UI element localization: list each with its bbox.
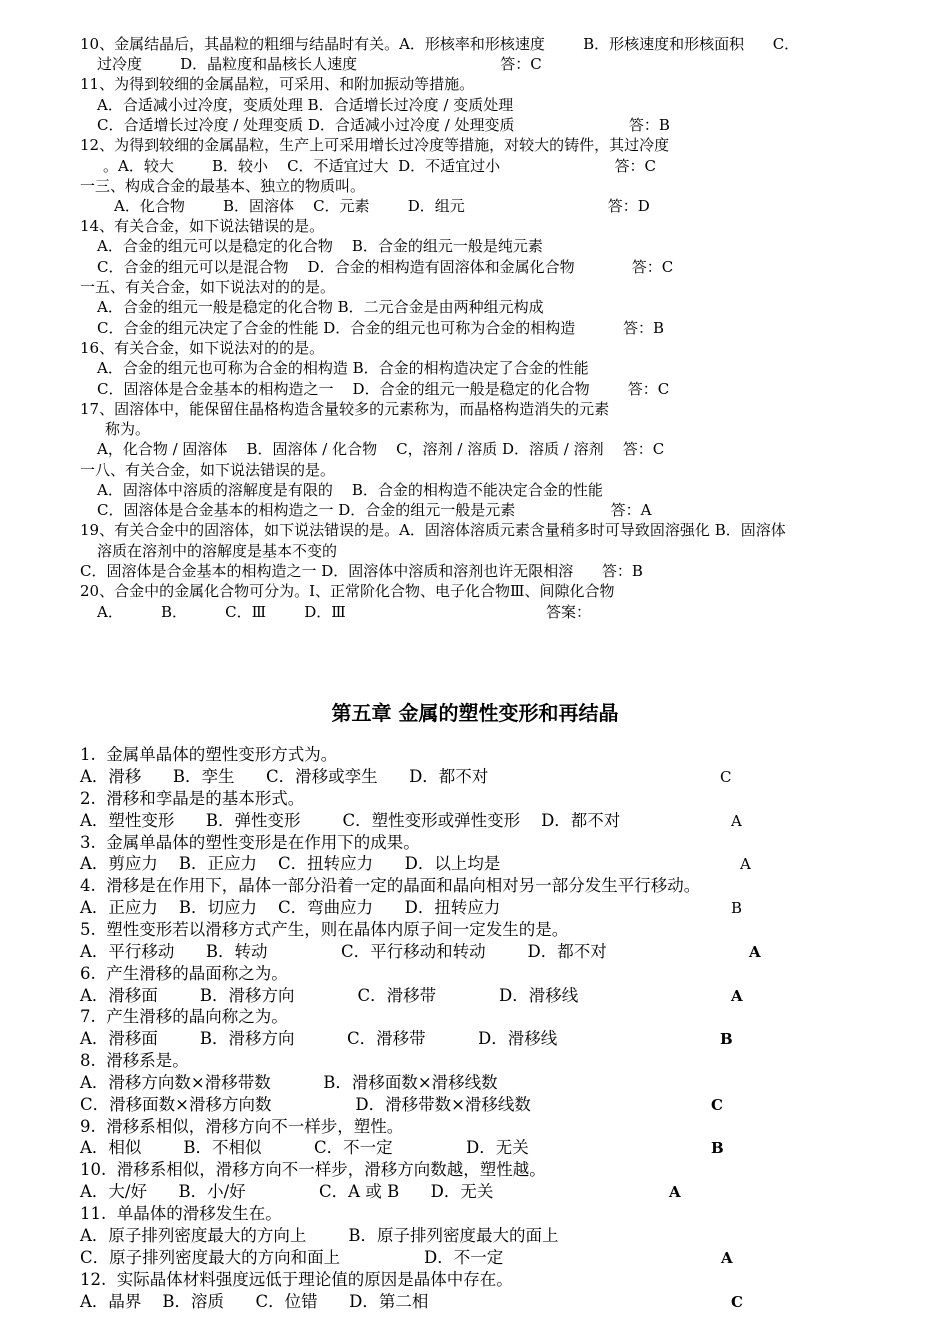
question-line: 3. 金属单晶体的塑性变形是在作用下的成果。	[80, 833, 420, 852]
text-line: A，化合物 / 固溶体 B．固溶体 / 化合物 C，溶剂 / 溶质 D．溶质 / 溶剂 答：C	[97, 440, 665, 458]
answer-mark: C	[711, 1096, 723, 1114]
text-line: A．固溶体中溶质的溶解度是有限的 B．合金的相构造不能决定合金的性能	[97, 481, 603, 499]
question-line: 12. 实际晶体材料强度远低于理论值的原因是晶体中存在。	[80, 1270, 513, 1289]
question-line: 9. 滑移系相似，滑移方向不一样步，塑性。	[80, 1117, 404, 1136]
text-line: A．合金的组元可以是稳定的化合物 B．合金的组元一般是纯元素	[97, 237, 543, 255]
answer-mark: B	[731, 899, 743, 917]
question-line: 6. 产生滑移的晶面称之为。	[80, 964, 288, 983]
options-line: A．平行移动 B．转动 C．平行移动和转动 D．都不对	[80, 942, 607, 961]
text-line: A．化合物 B．固溶体 C．元素 D．组元 答：D	[114, 197, 650, 215]
text-line: 14、有关合金，如下说法错误的是。	[80, 217, 325, 235]
options-line: A．相似 B．不相似 C．不一定 D．无关	[80, 1138, 529, 1157]
answer-mark: B	[720, 1030, 733, 1048]
answer-mark: A	[749, 943, 761, 961]
text-line: 10、金属结晶后，其晶粒的粗细与结晶时有关。A．形核率和形核速度 B．形核速度和形核面积 C．	[80, 35, 800, 53]
answer-mark: A	[740, 855, 751, 873]
answer-mark: C	[731, 1293, 743, 1311]
question-line: 2. 滑移和孪晶是的基本形式。	[80, 789, 305, 808]
options-line: A．原子排列密度最大的方向上 B．原子排列密度最大的面上	[80, 1226, 559, 1245]
question-line: 5. 塑性变形若以滑移方式产生，则在晶体内原子间一定发生的是。	[80, 920, 569, 939]
question-line: 4. 滑移是在作用下，晶体一部分沿着一定的晶面和晶向相对另一部分发生平行移动。	[80, 876, 701, 895]
options-line: C．滑移面数×滑移方向数 D．滑移带数×滑移线数	[80, 1095, 531, 1114]
options-line: A．剪应力 B．正应力 C．扭转应力 D．以上均是	[80, 854, 501, 873]
chapter-title: 第五章 金属的塑性变形和再结晶	[331, 701, 619, 725]
text-line: 一三、构成合金的最基本、独立的物质叫。	[80, 177, 366, 195]
answer-mark: A	[669, 1183, 681, 1201]
answer-mark: C	[720, 768, 732, 786]
options-line: A．滑移方向数×滑移带数 B．滑移面数×滑移线数	[80, 1073, 498, 1092]
text-line: 12、为得到较细的金属晶粒，生产上可采用增长过冷度等措施，对较大的铸件，其过冷度	[80, 136, 670, 154]
text-line: 一五、有关合金，如下说法对的的是。	[80, 278, 336, 296]
question-line: 10. 滑移系相似，滑移方向不一样步，滑移方向数越，塑性越。	[80, 1160, 546, 1179]
text-line: 溶质在溶剂中的溶解度是基本不变的	[97, 542, 338, 560]
text-line: C．固溶体是合金基本的相构造之一 D．固溶体中溶质和溶剂也许无限相溶 答：B	[80, 562, 643, 580]
options-line: C．原子排列密度最大的方向和面上 D．不一定	[80, 1248, 504, 1267]
question-line: 7. 产生滑移的晶向称之为。	[80, 1007, 288, 1026]
text-line: A． B． C．Ⅲ D．Ⅲ 答案：	[97, 603, 591, 621]
answer-mark: A	[721, 1249, 733, 1267]
text-line: A．合金的组元也可称为合金的相构造 B．合金的相构造决定了合金的性能	[97, 359, 589, 377]
text-line: C．固溶体是合金基本的相构造之一 D．合金的组元一般是稳定的化合物 答：C	[97, 380, 670, 398]
options-line: A．滑移面 B．滑移方向 C．滑移带 D．滑移线	[80, 986, 579, 1005]
options-line: A．滑移 B．孪生 C．滑移或孪生 D．都不对	[80, 767, 489, 786]
options-line: A．晶界 B．溶质 C．位错 D．第二相	[80, 1292, 429, 1311]
text-line: C．合金的组元决定了合金的性能 D．合金的组元也可称为合金的相构造 答：B	[97, 319, 664, 337]
text-line: 19、有关合金中的固溶体，如下说法错误的是。A．固溶体溶质元素含量稍多时可导致固溶强化 B．固溶体	[80, 521, 786, 539]
text-line: 16、有关合金，如下说法对的的是。	[80, 339, 325, 357]
text-line: 一八、有关合金，如下说法错误的是。	[80, 461, 336, 479]
question-line: 1. 金属单晶体的塑性变形方式为。	[80, 745, 338, 764]
options-line: A．塑性变形 B．弹性变形 C．塑性变形或弹性变形 D．都不对	[80, 811, 621, 830]
options-line: A．滑移面 B．滑移方向 C．滑移带 D．滑移线	[80, 1029, 558, 1048]
answer-mark: B	[711, 1139, 724, 1157]
text-line: 称为。	[105, 420, 151, 438]
text-line: C．合金的组元可以是混合物 D．合金的相构造有固溶体和金属化合物 答：C	[97, 258, 674, 276]
text-line: 20、合金中的金属化合物可分为。I、正常阶化合物、电子化合物Ⅲ、间隙化合物	[80, 582, 615, 600]
question-line: 11. 单晶体的滑移发生在。	[80, 1204, 282, 1223]
text-line: 。A．较大 B．较小 C．不适宜过大 D．不适宜过小 答：C	[103, 157, 657, 175]
answer-mark: A	[731, 987, 743, 1005]
text-line: 17、固溶体中，能保留住晶格构造含量较多的元素称为，而晶格构造消失的元素	[80, 400, 610, 418]
text-line: 11、为得到较细的金属晶粒，可采用、和附加振动等措施。	[80, 75, 475, 93]
text-line: A．合金的组元一般是稳定的化合物 B．二元合金是由两种组元构成	[97, 298, 544, 316]
question-line: 8. 滑移系是。	[80, 1051, 189, 1070]
text-line: A．合适减小过冷度，变质处理 B．合适增长过冷度 / 变质处理	[97, 96, 514, 114]
options-line: A．正应力 B．切应力 C．弯曲应力 D．扭转应力	[80, 898, 501, 917]
answer-mark: A	[731, 812, 742, 830]
text-line: C．固溶体是合金基本的相构造之一 D．合金的组元一般是元素 答：A	[97, 501, 652, 519]
options-line: A．大/好 B．小/好 C．A 或 B D．无关	[80, 1182, 494, 1201]
text-line: 过冷度 D．晶粒度和晶核长人速度 答：C	[97, 55, 542, 73]
text-line: C．合适增长过冷度 / 处理变质 D．合适减小过冷度 / 处理变质 答：B	[97, 116, 670, 134]
